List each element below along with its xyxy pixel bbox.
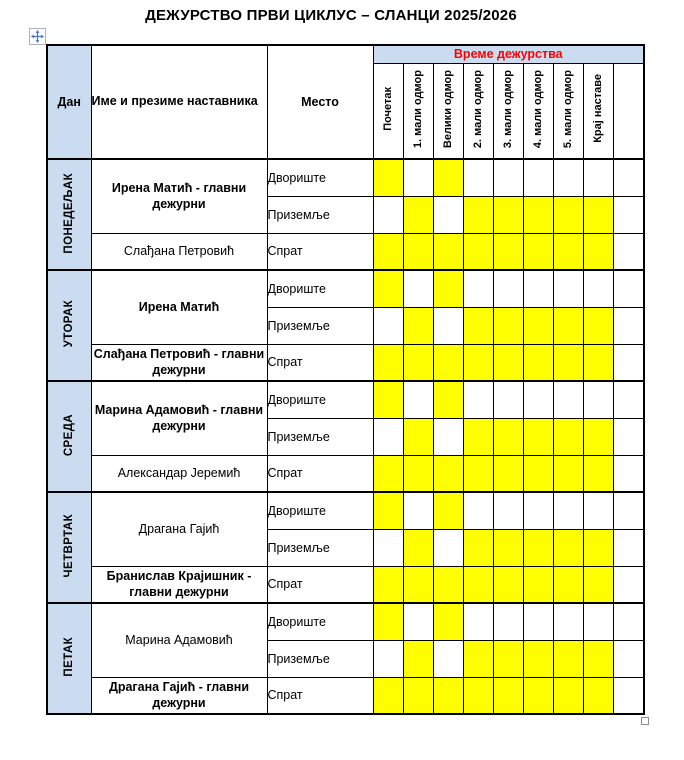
header-time-slot-6 [553,63,583,159]
place-cell: Спрат [267,455,373,492]
day-label: УТОРАК [62,300,75,348]
slot-cell [463,603,493,640]
move-icon [31,30,44,43]
duty-slot-cell [493,677,523,714]
duty-slot-cell [493,455,523,492]
duty-slot-cell [373,159,403,196]
duty-slot-cell [463,640,493,677]
slot-cell [433,529,463,566]
duty-slot-cell [403,529,433,566]
slot-cell [613,566,644,603]
slot-cell [433,307,463,344]
duty-slot-cell [403,307,433,344]
duty-slot-cell [553,344,583,381]
place-cell: Двориште [267,159,373,196]
duty-slot-cell [433,677,463,714]
schedule-row [47,566,644,603]
schedule-row [47,381,644,418]
duty-slot-cell [373,270,403,307]
duty-slot-cell [463,455,493,492]
duty-slot-cell [493,196,523,233]
slot-cell [583,603,613,640]
header-time-slot-1-label: 1. мали одмор [411,69,424,148]
duty-slot-cell [463,566,493,603]
slot-cell [523,492,553,529]
slot-cell [613,270,644,307]
duty-slot-cell [403,196,433,233]
duty-slot-cell [553,640,583,677]
slot-cell [463,492,493,529]
place-cell: Спрат [267,566,373,603]
header-time-slot-2-label: Велики одмор [441,69,454,148]
slot-cell [493,159,523,196]
duty-slot-cell [433,381,463,418]
table-resize-handle[interactable] [641,717,649,725]
slot-cell [373,529,403,566]
place-cell: Приземље [267,307,373,344]
duty-slot-cell [403,455,433,492]
duty-slot-cell [403,418,433,455]
slot-cell [403,270,433,307]
duty-slot-cell [523,455,553,492]
slot-cell [583,270,613,307]
duty-slot-cell [373,677,403,714]
place-cell: Двориште [267,492,373,529]
duty-slot-cell [583,196,613,233]
schedule-row [47,270,644,307]
duty-slot-cell [523,307,553,344]
schedule-row [47,455,644,492]
duty-slot-cell [583,455,613,492]
header-time-slot-7-label: Крај наставе [591,74,604,144]
teacher-name-cell: Ирена Матић - главни дежурни [91,159,267,233]
duty-slot-cell [583,566,613,603]
duty-slot-cell [553,418,583,455]
duty-slot-cell [463,529,493,566]
teacher-name-cell: Марина Адамовић - главни дежурни [91,381,267,455]
place-cell: Спрат [267,233,373,270]
schedule-row [47,233,644,270]
schedule-body [47,159,644,714]
header-time-slot-3-label: 2. мали одмор [471,69,484,148]
duty-schedule-table [46,44,645,715]
header-time-slot-3 [463,63,493,159]
slot-cell [523,270,553,307]
duty-slot-cell [553,566,583,603]
slot-cell [553,603,583,640]
slot-cell [613,381,644,418]
slot-cell [433,418,463,455]
duty-slot-cell [493,566,523,603]
slot-cell [613,159,644,196]
duty-slot-cell [373,603,403,640]
duty-slot-cell [433,233,463,270]
place-cell: Двориште [267,270,373,307]
slot-cell [463,159,493,196]
header-teacher: Име и презиме наставника [91,45,267,159]
duty-slot-cell [373,381,403,418]
teacher-name-cell: Бранислав Крајишник - главни дежурни [91,566,267,603]
teacher-name-cell: Марина Адамовић [91,603,267,677]
teacher-name-cell: Слађана Петровић [91,233,267,270]
header-time-slot-5-label: 4. мали одмор [531,69,544,148]
duty-slot-cell [463,233,493,270]
slot-cell [613,418,644,455]
header-day: Дан [47,45,91,159]
slot-cell [613,344,644,381]
teacher-name-cell: Ирена Матић [91,270,267,344]
duty-slot-cell [493,640,523,677]
duty-slot-cell [553,233,583,270]
page-title: ДЕЖУРСТВО ПРВИ ЦИКЛУС – СЛАНЦИ 2025/2026 [145,7,517,24]
duty-slot-cell [373,233,403,270]
teacher-name-cell: Александар Јеремић [91,455,267,492]
slot-cell [523,159,553,196]
duty-slot-cell [553,455,583,492]
day-label-cell [47,270,91,381]
header-time-slot-7 [583,63,613,159]
place-cell: Приземље [267,640,373,677]
slot-cell [493,603,523,640]
place-cell: Приземље [267,529,373,566]
slot-cell [553,381,583,418]
slot-cell [613,603,644,640]
slot-cell [523,603,553,640]
slot-cell [553,270,583,307]
slot-cell [493,270,523,307]
duty-slot-cell [493,344,523,381]
day-label: СРЕДА [62,413,75,457]
duty-slot-cell [463,196,493,233]
duty-slot-cell [523,640,553,677]
teacher-name-cell: Драгана Гајић [91,492,267,566]
header-time-slot-0-label: Почетак [381,86,394,131]
slot-cell [553,159,583,196]
slot-cell [613,677,644,714]
place-cell: Спрат [267,344,373,381]
header-time-slot-4 [493,63,523,159]
header-time-slot-1 [403,63,433,159]
header-time-slot-6-label: 5. мали одмор [561,69,574,148]
teacher-name-cell: Драгана Гајић - главни дежурни [91,677,267,714]
header-row-group [47,45,644,63]
duty-slot-cell [463,677,493,714]
duty-slot-cell [583,307,613,344]
duty-slot-cell [463,418,493,455]
schedule-row [47,344,644,381]
header-place: Место [267,45,373,159]
duty-slot-cell [553,307,583,344]
slot-cell [373,307,403,344]
slot-cell [613,492,644,529]
slot-cell [613,640,644,677]
duty-slot-cell [463,307,493,344]
header-time-slot-2 [433,63,463,159]
duty-slot-cell [523,233,553,270]
duty-slot-cell [523,418,553,455]
slot-cell [403,603,433,640]
duty-slot-cell [583,640,613,677]
duty-slot-cell [553,196,583,233]
schedule-row [47,492,644,529]
duty-slot-cell [433,603,463,640]
header-time-slot-0 [373,63,403,159]
duty-slot-cell [373,566,403,603]
duty-slot-cell [433,159,463,196]
schedule-row [47,159,644,196]
duty-slot-cell [403,233,433,270]
slot-cell [373,418,403,455]
day-label-cell [47,603,91,714]
slot-cell [613,455,644,492]
slot-cell [613,233,644,270]
duty-slot-cell [433,270,463,307]
duty-slot-cell [523,344,553,381]
day-label-cell [47,381,91,492]
header-time-group: Време дежурства [373,45,644,63]
duty-slot-cell [433,492,463,529]
duty-slot-cell [433,566,463,603]
slot-cell [433,196,463,233]
table-move-handle[interactable] [29,28,46,45]
slot-cell [493,381,523,418]
day-label: ЧЕТВРТАК [62,514,75,578]
place-cell: Двориште [267,603,373,640]
day-label-cell [47,492,91,603]
schedule-row [47,603,644,640]
duty-slot-cell [403,344,433,381]
duty-slot-cell [493,233,523,270]
duty-slot-cell [433,344,463,381]
place-cell: Двориште [267,381,373,418]
duty-slot-cell [583,418,613,455]
place-cell: Приземље [267,196,373,233]
slot-cell [583,381,613,418]
slot-cell [613,307,644,344]
place-cell: Приземље [267,418,373,455]
duty-slot-cell [523,677,553,714]
slot-cell [373,196,403,233]
duty-slot-cell [403,640,433,677]
duty-slot-cell [463,344,493,381]
slot-cell [613,529,644,566]
slot-cell [403,159,433,196]
duty-slot-cell [493,529,523,566]
slot-cell [373,640,403,677]
duty-slot-cell [433,455,463,492]
duty-slot-cell [553,529,583,566]
duty-slot-cell [373,455,403,492]
duty-slot-cell [523,196,553,233]
header-time-slot-4-label: 3. мали одмор [501,69,514,148]
duty-slot-cell [493,307,523,344]
duty-slot-cell [403,677,433,714]
header-empty-column [613,63,644,159]
duty-slot-cell [373,344,403,381]
day-label: ПОНЕДЕЉАК [62,172,75,254]
duty-slot-cell [553,677,583,714]
duty-slot-cell [583,233,613,270]
slot-cell [613,196,644,233]
duty-slot-cell [523,566,553,603]
slot-cell [553,492,583,529]
slot-cell [403,492,433,529]
slot-cell [583,492,613,529]
slot-cell [583,159,613,196]
slot-cell [493,492,523,529]
schedule-row [47,677,644,714]
day-label: ПЕТАК [62,637,75,677]
duty-slot-cell [373,492,403,529]
place-cell: Спрат [267,677,373,714]
duty-slot-cell [583,677,613,714]
duty-slot-cell [493,418,523,455]
duty-slot-cell [583,529,613,566]
slot-cell [433,640,463,677]
day-label-cell [47,159,91,270]
slot-cell [403,381,433,418]
teacher-name-cell: Слађана Петровић - главни дежурни [91,344,267,381]
duty-slot-cell [583,344,613,381]
header-time-slot-5 [523,63,553,159]
duty-slot-cell [523,529,553,566]
slot-cell [463,381,493,418]
slot-cell [463,270,493,307]
duty-slot-cell [403,566,433,603]
slot-cell [523,381,553,418]
